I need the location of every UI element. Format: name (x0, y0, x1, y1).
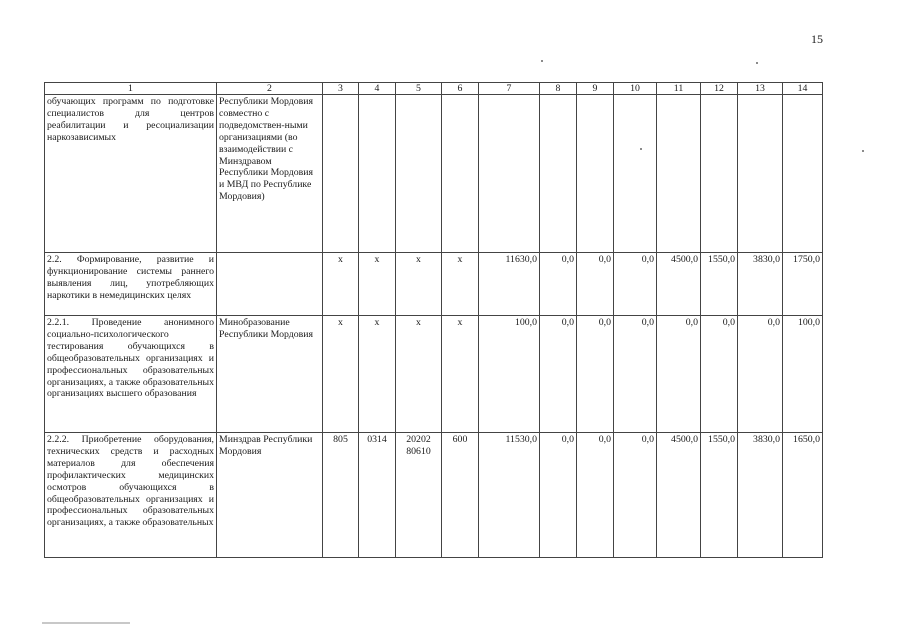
executor-cell: Минобразование Республики Мордовия (217, 316, 323, 433)
year-value-cell: 3830,0 (738, 253, 783, 316)
year-value-cell: 1550,0 (701, 253, 738, 316)
kbk-type-cell: x (442, 253, 479, 316)
column-number-row (45, 83, 823, 95)
table-row (45, 433, 823, 558)
column-number: 11 (657, 83, 701, 95)
column-number: 14 (783, 83, 823, 95)
kbk-target-cell: x (396, 316, 442, 433)
year-value-cell: 1650,0 (783, 433, 823, 558)
executor-cell: Минздрав Республики Мордовия (217, 433, 323, 558)
year-value-cell: 100,0 (783, 316, 823, 433)
kbk-target-cell: 20202 80610 (396, 433, 442, 558)
total-cell: 11530,0 (479, 433, 540, 558)
year-value-cell (540, 95, 577, 253)
year-value-cell: 0,0 (614, 316, 657, 433)
measure-name-cell: 2.2. Формирование, развитие и функционирование системы раннего выявления лиц, употребляющих наркотики в немедицинских целях (45, 253, 217, 316)
year-value-cell: 0,0 (738, 316, 783, 433)
kbk-target-cell: x (396, 253, 442, 316)
column-number: 5 (396, 83, 442, 95)
kbk-section-cell (359, 95, 396, 253)
kbk-target-cell (396, 95, 442, 253)
total-cell (479, 95, 540, 253)
column-number: 1 (45, 83, 217, 95)
year-value-cell: 0,0 (540, 433, 577, 558)
column-number: 9 (577, 83, 614, 95)
measure-name-cell: 2.2.2. Приобретение оборудования, технических средств и расходных материалов для обеспечения профилактических медицинских осмотров обучающихся в общеобразовательных организациях и профессиональных образовательных организациях, а также образовательных (45, 433, 217, 558)
year-value-cell: 0,0 (614, 253, 657, 316)
table-row (45, 253, 823, 316)
year-value-cell (701, 95, 738, 253)
year-value-cell: 1550,0 (701, 433, 738, 558)
year-value-cell: 0,0 (577, 316, 614, 433)
total-cell: 100,0 (479, 316, 540, 433)
scan-speck (862, 150, 864, 152)
column-number: 8 (540, 83, 577, 95)
total-cell: 11630,0 (479, 253, 540, 316)
measure-name-cell: обучающих программ по подготовке специалистов для центров реабилитации и ресоциализации наркозависимых (45, 95, 217, 253)
year-value-cell: 0,0 (540, 253, 577, 316)
measure-name-cell: 2.2.1. Проведение анонимного социально-психологического тестирования обучающихся в общеобразовательных организациях и профессиональных образовательных организациях, а также образовательных организациях высшего образования (45, 316, 217, 433)
year-value-cell (614, 95, 657, 253)
column-number: 4 (359, 83, 396, 95)
kbk-section-cell: 0314 (359, 433, 396, 558)
year-value-cell: 0,0 (540, 316, 577, 433)
year-value-cell: 0,0 (701, 316, 738, 433)
page-number: 15 (811, 32, 823, 46)
kbk-ministry-cell: 805 (323, 433, 359, 558)
year-value-cell (783, 95, 823, 253)
column-number: 6 (442, 83, 479, 95)
year-value-cell (657, 95, 701, 253)
kbk-type-cell (442, 95, 479, 253)
year-value-cell (577, 95, 614, 253)
scan-speck (640, 148, 642, 150)
kbk-ministry-cell: x (323, 316, 359, 433)
kbk-type-cell: 600 (442, 433, 479, 558)
scan-speck (541, 60, 543, 62)
year-value-cell (738, 95, 783, 253)
year-value-cell: 0,0 (614, 433, 657, 558)
year-value-cell: 0,0 (577, 253, 614, 316)
column-number: 12 (701, 83, 738, 95)
year-value-cell: 3830,0 (738, 433, 783, 558)
table-row (45, 316, 823, 433)
column-number: 3 (323, 83, 359, 95)
kbk-ministry-cell (323, 95, 359, 253)
year-value-cell: 4500,0 (657, 433, 701, 558)
kbk-section-cell: x (359, 253, 396, 316)
budget-table (44, 82, 823, 558)
column-number: 10 (614, 83, 657, 95)
scan-speck (756, 62, 758, 64)
executor-cell (217, 253, 323, 316)
kbk-ministry-cell: x (323, 253, 359, 316)
scan-artifact (42, 622, 130, 624)
column-number: 7 (479, 83, 540, 95)
year-value-cell: 4500,0 (657, 253, 701, 316)
year-value-cell: 0,0 (657, 316, 701, 433)
column-number: 2 (217, 83, 323, 95)
column-number: 13 (738, 83, 783, 95)
table-row (45, 95, 823, 253)
kbk-type-cell: x (442, 316, 479, 433)
year-value-cell: 1750,0 (783, 253, 823, 316)
year-value-cell: 0,0 (577, 433, 614, 558)
kbk-section-cell: x (359, 316, 396, 433)
executor-cell: Республики Мордовия совместно с подведомствен-ными организациями (во взаимодействии с Минздравом Республики Мордовия и МВД по Республике Мордовия) (217, 95, 323, 253)
